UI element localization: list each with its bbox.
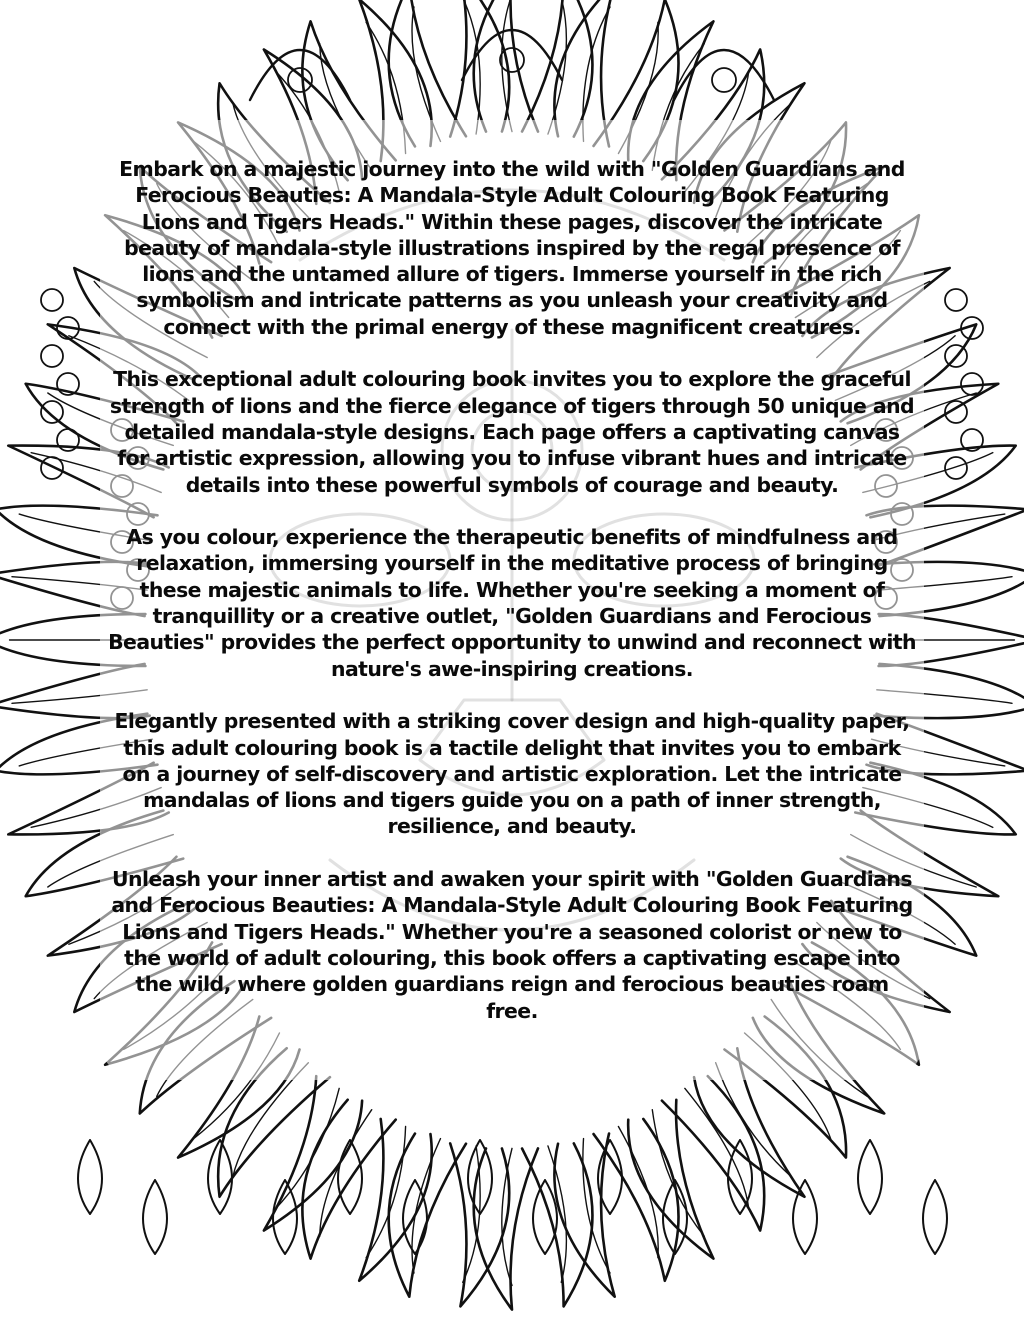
mane-teardrop (78, 1140, 102, 1214)
mane-strand (359, 1119, 432, 1281)
paragraph-closing: Unleash your inner artist and awaken your spirit with "Golden Guardians and Ferocious Beauties: A Mandala-Style Adult Colouring Book Featuring Lions and Tigers Heads." Whether you're a seasoned colorist or new to the world of adult colouring, this book offers a captivating escape into the wild, where golden guardians reign and ferocious beauties roam free. (111, 867, 913, 1023)
mane-bead (41, 345, 63, 367)
mane-bead (41, 457, 63, 479)
crown-jewel (712, 68, 736, 92)
mane-teardrop (533, 1180, 557, 1254)
mane-bead (41, 401, 63, 423)
mane-teardrop (923, 1180, 947, 1254)
mane-teardrop (858, 1140, 882, 1214)
mane-strand (474, 1148, 538, 1309)
mane-bead (945, 457, 967, 479)
paragraph-presentation: Elegantly presented with a striking cover design and high-quality paper, this adult colouring book is a tactile delight that invites you to embark on a journey of self-discovery and artistic exploration. Let the intricate mandalas of lions and tigers guide you on a path of inner strength, resilience, and beauty. (114, 709, 910, 839)
book-description (108, 156, 916, 1050)
mane-bead (41, 289, 63, 311)
mane-strand-inner (548, 0, 566, 134)
paragraph-designs: This exceptional adult colouring book invites you to explore the graceful strength of lions and the fierce elegance of tigers through 50 unique and detailed mandala-style designs. Each page offers a captivating canvas for artistic expression, allowing you to infuse vibrant hues and intricate details into these powerful symbols of courage and beauty. (109, 367, 915, 497)
crown-jewel (500, 48, 524, 72)
crown-jewel (288, 68, 312, 92)
mane-bead (945, 289, 967, 311)
paragraph-intro: Embark on a majestic journey into the wild with "Golden Guardians and Ferocious Beauties: A Mandala-Style Adult Colouring Book Featuring Lions and Tigers Heads." Within these pages, discover the intricate beauty of mandala-style illustrations inspired by the regal presence of lions and the untamed allure of tigers. Immerse yourself in the rich symbolism and intricate patterns as you unleash your creativity and connect with the primal energy of these magnificent creatures. (119, 157, 905, 339)
paragraph-mindfulness: As you colour, experience the therapeutic benefits of mindfulness and relaxation, immersing yourself in the meditative process of bringing these majestic animals to life. Whether you're seeking a moment of tranquillity or a creative outlet, "Golden Guardians and Ferocious Beauties" provides the perfect opportunity to unwind and reconnect with nature's awe-inspiring creations. (108, 525, 916, 681)
mane-teardrop (143, 1180, 167, 1254)
